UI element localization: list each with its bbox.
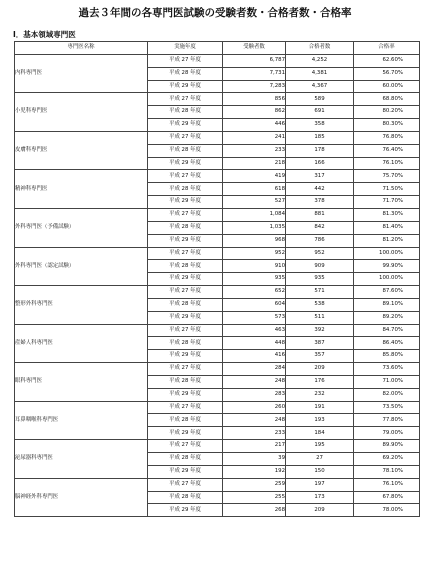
- pass-rate-cell: 89.10%: [354, 298, 420, 311]
- table-row: [15, 440, 420, 453]
- examinees-cell: 233: [223, 144, 286, 157]
- passed-cell: 4,252: [286, 54, 354, 67]
- year-cell: 平成 28 年度: [148, 414, 223, 427]
- passed-cell: 176: [286, 375, 354, 388]
- specialty-name-cell: 皮膚科専門医: [15, 131, 148, 170]
- examinees-cell: 248: [223, 414, 286, 427]
- year-cell: 平成 28 年度: [148, 453, 223, 466]
- passed-cell: 842: [286, 221, 354, 234]
- passed-cell: 195: [286, 440, 354, 453]
- table-row: [15, 208, 420, 221]
- examinees-cell: 283: [223, 388, 286, 401]
- year-cell: 平成 27 年度: [148, 478, 223, 491]
- year-cell: 平成 29 年度: [148, 119, 223, 132]
- pass-rate-cell: 78.00%: [354, 504, 420, 517]
- year-cell: 平成 27 年度: [148, 324, 223, 337]
- specialty-name-cell: 耳鼻咽喉科専門医: [15, 401, 148, 440]
- table-row: [15, 324, 420, 337]
- pass-rate-cell: 75.70%: [354, 170, 420, 183]
- specialty-name-cell: 泌尿器科専門医: [15, 440, 148, 479]
- passed-cell: 909: [286, 260, 354, 273]
- table-row: [15, 247, 420, 260]
- passed-cell: 357: [286, 350, 354, 363]
- exam-results-table: [14, 41, 420, 517]
- pass-rate-cell: 76.40%: [354, 144, 420, 157]
- passed-cell: 786: [286, 234, 354, 247]
- examinees-cell: 527: [223, 196, 286, 209]
- pass-rate-cell: 89.90%: [354, 440, 420, 453]
- table-row: [15, 170, 420, 183]
- passed-cell: 378: [286, 196, 354, 209]
- pass-rate-cell: 71.50%: [354, 183, 420, 196]
- examinees-cell: 192: [223, 465, 286, 478]
- passed-cell: 881: [286, 208, 354, 221]
- examinees-cell: 652: [223, 286, 286, 299]
- pass-rate-cell: 80.20%: [354, 106, 420, 119]
- passed-cell: 193: [286, 414, 354, 427]
- examinees-cell: 268: [223, 504, 286, 517]
- passed-cell: 935: [286, 273, 354, 286]
- year-cell: 平成 29 年度: [148, 388, 223, 401]
- pass-rate-cell: 86.40%: [354, 337, 420, 350]
- year-cell: 平成 27 年度: [148, 286, 223, 299]
- passed-cell: 166: [286, 157, 354, 170]
- pass-rate-cell: 80.30%: [354, 119, 420, 132]
- pass-rate-cell: 81.40%: [354, 221, 420, 234]
- year-cell: 平成 29 年度: [148, 465, 223, 478]
- specialty-name-cell: 脳神経外科専門医: [15, 478, 148, 517]
- specialty-name-cell: 内科専門医: [15, 54, 148, 93]
- year-cell: 平成 28 年度: [148, 375, 223, 388]
- pass-rate-cell: 67.80%: [354, 491, 420, 504]
- passed-cell: 197: [286, 478, 354, 491]
- year-cell: 平成 29 年度: [148, 427, 223, 440]
- pass-rate-cell: 79.00%: [354, 427, 420, 440]
- examinees-cell: 416: [223, 350, 286, 363]
- pass-rate-cell: 62.60%: [354, 54, 420, 67]
- examinees-cell: 6,787: [223, 54, 286, 67]
- examinees-cell: 217: [223, 440, 286, 453]
- specialty-name-cell: 整形外科専門医: [15, 286, 148, 325]
- examinees-cell: 968: [223, 234, 286, 247]
- passed-cell: 317: [286, 170, 354, 183]
- examinees-cell: 284: [223, 363, 286, 376]
- pass-rate-cell: 100.00%: [354, 247, 420, 260]
- passed-cell: 209: [286, 504, 354, 517]
- specialty-name-cell: 眼科専門医: [15, 363, 148, 402]
- pass-rate-cell: 99.90%: [354, 260, 420, 273]
- pass-rate-cell: 76.10%: [354, 478, 420, 491]
- examinees-cell: 248: [223, 375, 286, 388]
- examinees-cell: 935: [223, 273, 286, 286]
- passed-cell: 27: [286, 453, 354, 466]
- column-header-specialty: 専門医名称: [15, 42, 148, 55]
- table-row: [15, 131, 420, 144]
- column-header-examinees: 受験者数: [223, 42, 286, 55]
- examinees-cell: 952: [223, 247, 286, 260]
- specialty-name-cell: 産婦人科専門医: [15, 324, 148, 363]
- year-cell: 平成 28 年度: [148, 298, 223, 311]
- pass-rate-cell: 73.60%: [354, 363, 420, 376]
- column-header-year: 実施年度: [148, 42, 223, 55]
- passed-cell: 387: [286, 337, 354, 350]
- passed-cell: 150: [286, 465, 354, 478]
- table-row: [15, 363, 420, 376]
- passed-cell: 184: [286, 427, 354, 440]
- pass-rate-cell: 71.70%: [354, 196, 420, 209]
- passed-cell: 4,381: [286, 67, 354, 80]
- examinees-cell: 1,035: [223, 221, 286, 234]
- year-cell: 平成 28 年度: [148, 67, 223, 80]
- year-cell: 平成 28 年度: [148, 221, 223, 234]
- specialty-name-cell: 外科専門医（認定試験）: [15, 247, 148, 286]
- examinees-cell: 260: [223, 401, 286, 414]
- examinees-cell: 446: [223, 119, 286, 132]
- year-cell: 平成 27 年度: [148, 93, 223, 106]
- examinees-cell: 1,084: [223, 208, 286, 221]
- passed-cell: 691: [286, 106, 354, 119]
- year-cell: 平成 27 年度: [148, 363, 223, 376]
- examinees-cell: 862: [223, 106, 286, 119]
- examinees-cell: 910: [223, 260, 286, 273]
- year-cell: 平成 29 年度: [148, 157, 223, 170]
- pass-rate-cell: 76.80%: [354, 131, 420, 144]
- examinees-cell: 856: [223, 93, 286, 106]
- examinees-cell: 241: [223, 131, 286, 144]
- passed-cell: 178: [286, 144, 354, 157]
- examinees-cell: 7,283: [223, 80, 286, 93]
- page-title: 過去３年間の各専門医試験の受験者数・合格者数・合格率: [78, 7, 352, 19]
- table-row: [15, 54, 420, 67]
- examinees-cell: 255: [223, 491, 286, 504]
- pass-rate-cell: 87.60%: [354, 286, 420, 299]
- passed-cell: 392: [286, 324, 354, 337]
- section-heading: Ⅰ．基本領域専門医: [13, 30, 76, 39]
- pass-rate-cell: 56.70%: [354, 67, 420, 80]
- pass-rate-cell: 84.70%: [354, 324, 420, 337]
- pass-rate-cell: 81.20%: [354, 234, 420, 247]
- passed-cell: 4,367: [286, 80, 354, 93]
- year-cell: 平成 29 年度: [148, 504, 223, 517]
- pass-rate-cell: 82.00%: [354, 388, 420, 401]
- passed-cell: 191: [286, 401, 354, 414]
- pass-rate-cell: 69.20%: [354, 453, 420, 466]
- table-row: [15, 478, 420, 491]
- passed-cell: 589: [286, 93, 354, 106]
- year-cell: 平成 29 年度: [148, 80, 223, 93]
- examinees-cell: 218: [223, 157, 286, 170]
- passed-cell: 952: [286, 247, 354, 260]
- year-cell: 平成 28 年度: [148, 260, 223, 273]
- passed-cell: 185: [286, 131, 354, 144]
- column-header-rate: 合格率: [354, 42, 420, 55]
- passed-cell: 442: [286, 183, 354, 196]
- examinees-cell: 39: [223, 453, 286, 466]
- year-cell: 平成 28 年度: [148, 106, 223, 119]
- passed-cell: 209: [286, 363, 354, 376]
- year-cell: 平成 29 年度: [148, 350, 223, 363]
- year-cell: 平成 27 年度: [148, 131, 223, 144]
- year-cell: 平成 27 年度: [148, 440, 223, 453]
- pass-rate-cell: 85.80%: [354, 350, 420, 363]
- pass-rate-cell: 60.00%: [354, 80, 420, 93]
- year-cell: 平成 28 年度: [148, 491, 223, 504]
- examinees-cell: 604: [223, 298, 286, 311]
- passed-cell: 538: [286, 298, 354, 311]
- column-header-passed: 合格者数: [286, 42, 354, 55]
- year-cell: 平成 28 年度: [148, 144, 223, 157]
- specialty-name-cell: 小児科専門医: [15, 93, 148, 132]
- table-row: [15, 401, 420, 414]
- year-cell: 平成 27 年度: [148, 247, 223, 260]
- year-cell: 平成 27 年度: [148, 54, 223, 67]
- passed-cell: 511: [286, 311, 354, 324]
- table-body: [15, 54, 420, 516]
- year-cell: 平成 29 年度: [148, 311, 223, 324]
- pass-rate-cell: 76.10%: [354, 157, 420, 170]
- year-cell: 平成 29 年度: [148, 273, 223, 286]
- examinees-cell: 7,731: [223, 67, 286, 80]
- table-header-row: [15, 42, 420, 55]
- pass-rate-cell: 73.50%: [354, 401, 420, 414]
- pass-rate-cell: 81.30%: [354, 208, 420, 221]
- specialty-name-cell: 外科専門医（予備試験）: [15, 208, 148, 247]
- year-cell: 平成 28 年度: [148, 337, 223, 350]
- table-row: [15, 286, 420, 299]
- examinees-cell: 233: [223, 427, 286, 440]
- pass-rate-cell: 71.00%: [354, 375, 420, 388]
- passed-cell: 173: [286, 491, 354, 504]
- pass-rate-cell: 78.10%: [354, 465, 420, 478]
- year-cell: 平成 27 年度: [148, 401, 223, 414]
- year-cell: 平成 27 年度: [148, 170, 223, 183]
- specialty-name-cell: 精神科専門医: [15, 170, 148, 209]
- passed-cell: 571: [286, 286, 354, 299]
- pass-rate-cell: 89.20%: [354, 311, 420, 324]
- examinees-cell: 618: [223, 183, 286, 196]
- year-cell: 平成 29 年度: [148, 196, 223, 209]
- passed-cell: 358: [286, 119, 354, 132]
- examinees-cell: 573: [223, 311, 286, 324]
- examinees-cell: 259: [223, 478, 286, 491]
- pass-rate-cell: 68.80%: [354, 93, 420, 106]
- table-row: [15, 93, 420, 106]
- pass-rate-cell: 77.80%: [354, 414, 420, 427]
- year-cell: 平成 27 年度: [148, 208, 223, 221]
- year-cell: 平成 29 年度: [148, 234, 223, 247]
- examinees-cell: 419: [223, 170, 286, 183]
- year-cell: 平成 28 年度: [148, 183, 223, 196]
- pass-rate-cell: 100.00%: [354, 273, 420, 286]
- examinees-cell: 448: [223, 337, 286, 350]
- examinees-cell: 463: [223, 324, 286, 337]
- passed-cell: 232: [286, 388, 354, 401]
